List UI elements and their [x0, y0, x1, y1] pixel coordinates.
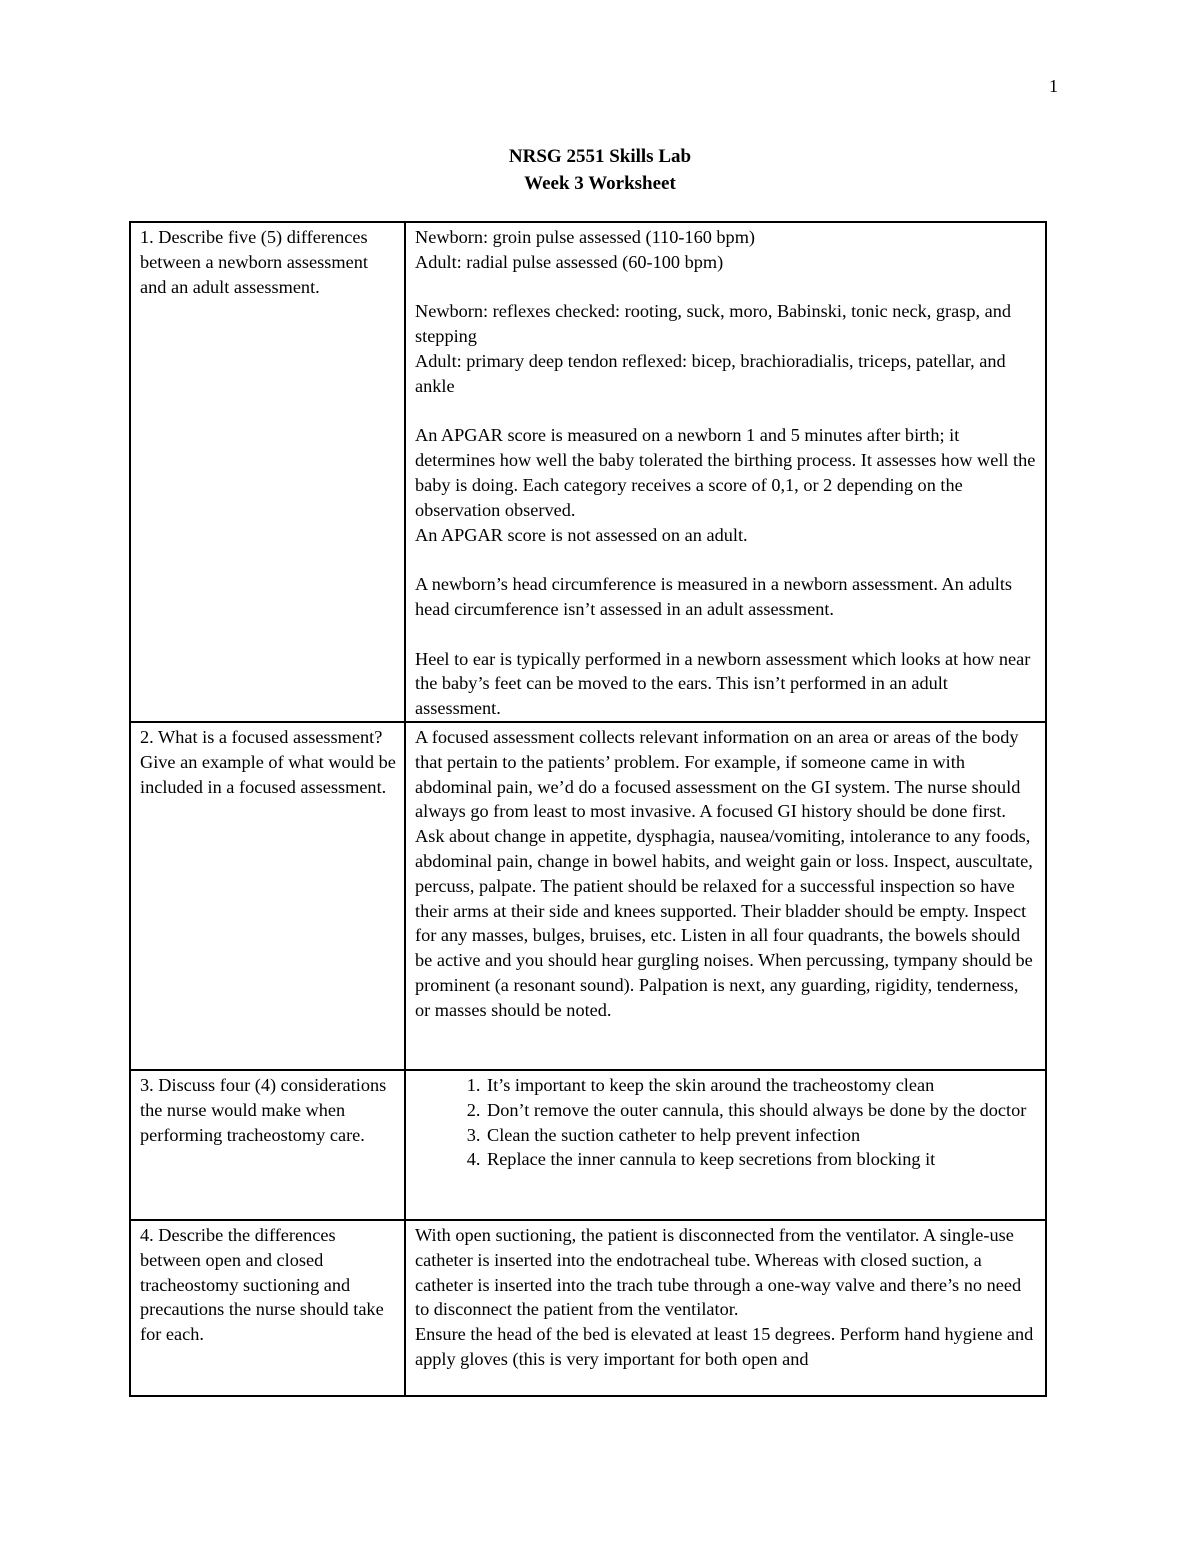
page-number: 1: [1049, 76, 1058, 96]
table-row: [130, 1220, 1046, 1396]
answer-cell: A focused assessment collects relevant information on an area or areas of the body that pertain to the patients’ problem. For example, if someone came in with abdominal pain, we’d do a focused assessment on the GI system. The nurse should always go from least to most invasive. A focused GI history should be done first. Ask about change in appetite, dysphagia, nausea/vomiting, intolerance to any foods, abdominal pain, change in bowel habits, and weight gain or loss. Inspect, auscultate, percuss, palpate. The patient should be relaxed for a successful inspection so have their arms at their side and knees supported. Their bladder should be empty. Inspect for any masses, bulges, bruises, etc. Listen in all four quadrants, the bowels should be active and you should hear gurgling noises. When percussing, tympany should be prominent (a resonant sound). Palpation is next, any guarding, rigidity, tenderness, or masses should be noted.: [405, 722, 1046, 1070]
document-title: [0, 143, 1200, 197]
table-row: [130, 222, 1046, 722]
answer-cell: [405, 222, 1046, 722]
question-cell: 4. Describe the differences between open and closed tracheostomy suctioning and precautions the nurse should take for each.: [130, 1220, 405, 1396]
course-title: NRSG 2551 Skills Lab: [508, 146, 692, 167]
table-row: [130, 1070, 1046, 1220]
answer-line: With open suctioning, the patient is disconnected from the ventilator. A single-use catheter is inserted into the endotracheal tube. Whereas with closed suction, a catheter is inserted into the trach tube through a one-way valve and there’s no need to disconnect the patient from the ventilator.: [415, 1224, 1022, 1320]
answer-line: Ensure the head of the bed is elevated at least 15 degrees. Perform hand hygiene and apply gloves (this is very important for both open and: [415, 1324, 1034, 1369]
answer-line: An APGAR score is measured on a newborn 1 and 5 minutes after birth; it determines how well the baby tolerated the birthing process. It assesses how well the baby is doing. Each category receives a score of 0,1, or 2 depending on the observation observed.: [415, 425, 1036, 520]
answer-line: A newborn’s head circumference is measured in a newborn assessment. An adults head circumference isn’t assessed in an adult assessment.: [415, 574, 1013, 619]
answer-line: Heel to ear is typically performed in a newborn assessment which looks at how near the baby’s feet can be moved to the ears. This isn’t performed in an adult assessment.: [415, 648, 1031, 719]
answer-line: An APGAR score is not assessed on an adult.: [415, 524, 748, 545]
answer-line: Newborn: groin pulse assessed (110-160 bpm): [415, 227, 756, 247]
question-cell: 1. Describe five (5) differences between a newborn assessment and an adult assessment.: [130, 222, 405, 722]
blank-line: [415, 399, 1037, 424]
question-cell: 2. What is a focused assessment? Give an example of what would be included in a focused assessment.: [130, 722, 405, 1070]
answer-line: Adult: radial pulse assessed (60-100 bpm): [415, 251, 724, 272]
table-row: [130, 722, 1046, 1070]
answer-line: Adult: primary deep tendon reflexed: bicep, brachioradialis, triceps, patellar, and ankle: [415, 350, 1006, 396]
answer-line: Newborn: reflexes checked: rooting, suck, moro, Babinski, tonic neck, grasp, and stepping: [415, 301, 1012, 347]
blank-line: [415, 275, 1037, 300]
question-cell: 3. Discuss four (4) considerations the nurse would make when performing tracheostomy care.: [130, 1070, 405, 1220]
considerations-list: [415, 1073, 1037, 1172]
blank-line: [415, 622, 1037, 647]
list-item: 4. Replace the inner cannula to keep secretions from blocking it: [485, 1147, 1037, 1172]
list-item: 1. It’s important to keep the skin around the tracheostomy clean: [485, 1073, 1037, 1098]
worksheet-title: Week 3 Worksheet: [524, 173, 676, 194]
answer-cell: [405, 1220, 1046, 1396]
worksheet-table: [129, 221, 1047, 1397]
list-item: 2. Don’t remove the outer cannula, this should always be done by the doctor: [485, 1098, 1037, 1123]
answer-cell: [405, 1070, 1046, 1220]
list-item: 3. Clean the suction catheter to help prevent infection: [485, 1123, 1037, 1148]
blank-line: [415, 547, 1037, 572]
